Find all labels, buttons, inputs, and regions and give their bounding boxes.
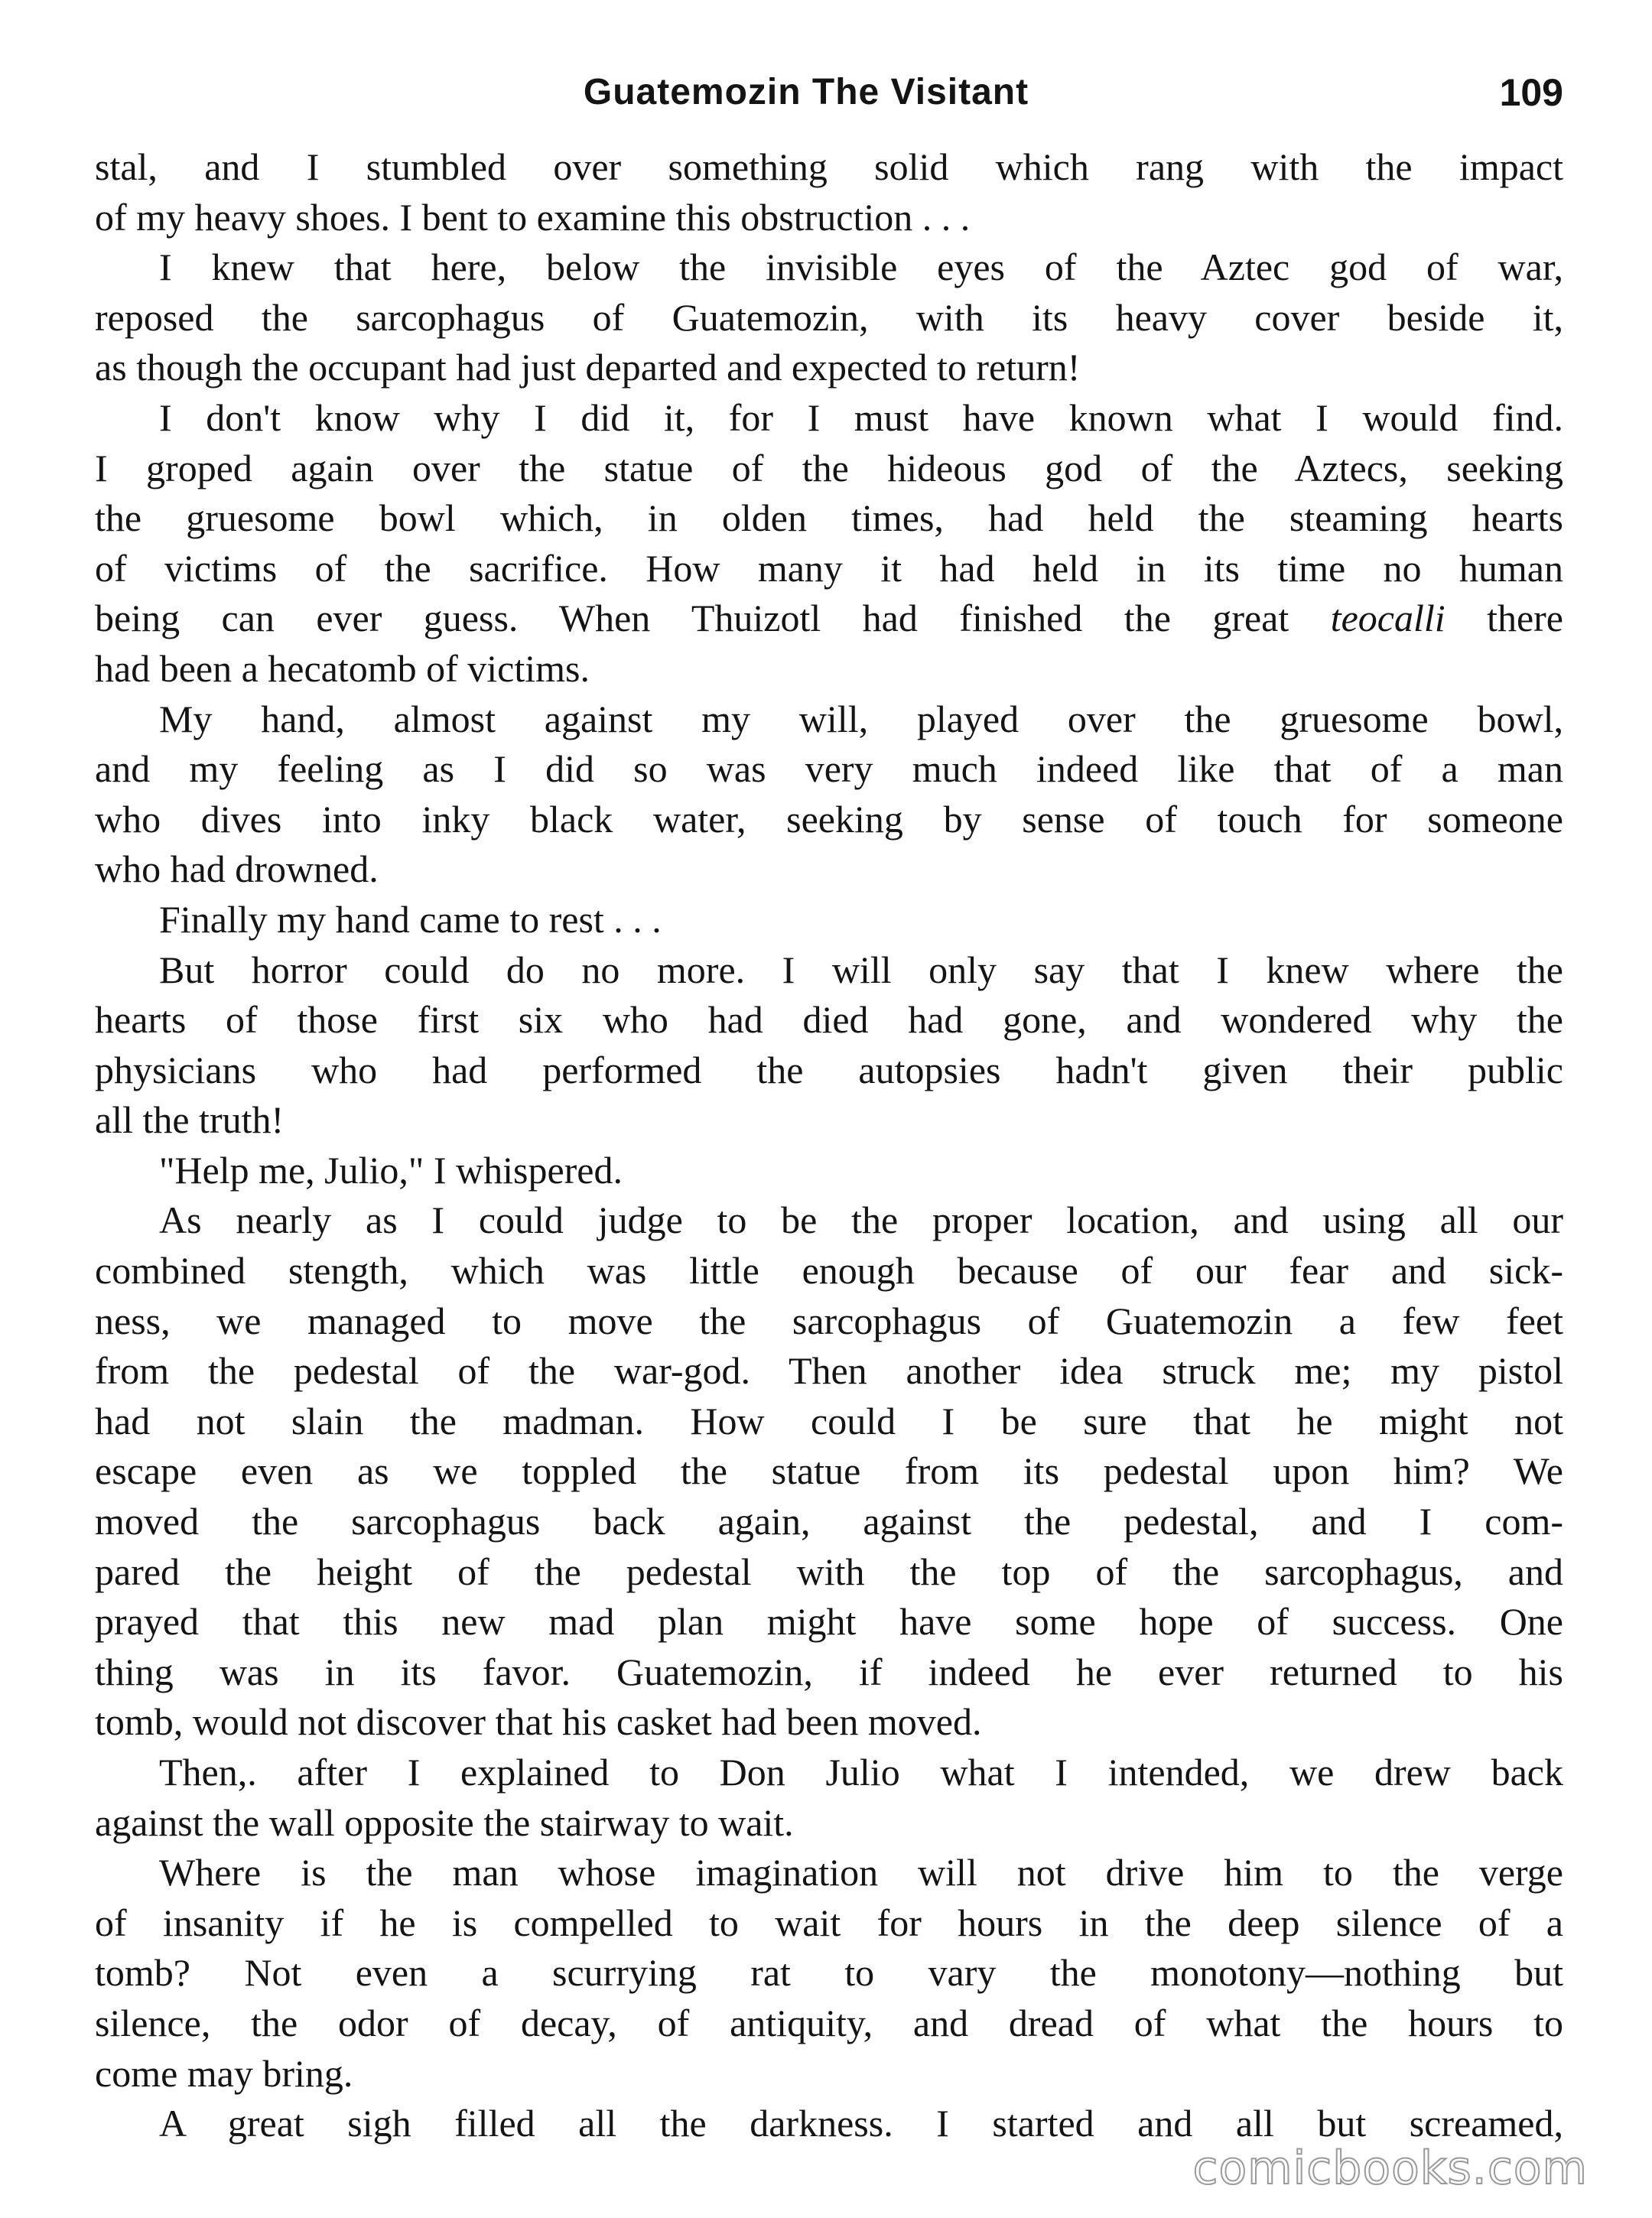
line-text: But horror could do no more. I will only say that I knew where the bbox=[159, 948, 1563, 991]
text-line bbox=[95, 1296, 1563, 1347]
line-text: tomb? Not even a scurrying rat to vary the monotony—nothing but bbox=[95, 1951, 1563, 1995]
line-text: Then,. after I explained to Don Julio what I intended, we drew back bbox=[159, 1751, 1563, 1794]
line-text: I groped again over the statue of the hideous god of the Aztecs, seeking bbox=[95, 446, 1563, 489]
body-text bbox=[95, 142, 1563, 2149]
text-line bbox=[95, 744, 1563, 795]
line-text: who had drowned. bbox=[95, 847, 379, 891]
text-line bbox=[95, 1397, 1563, 1447]
text-line bbox=[95, 1547, 1563, 1598]
italic-term: teocalli bbox=[1330, 597, 1446, 640]
line-text: prayed that this new mad plan might have some hope of success. One bbox=[95, 1600, 1563, 1644]
line-text-after: there bbox=[1445, 597, 1563, 640]
text-line bbox=[95, 1998, 1563, 2049]
line-text: Where is the man whose imagination will not drive him to the verge bbox=[159, 1851, 1563, 1894]
line-text: hearts of those first six who had died had gone, and wondered why the bbox=[95, 998, 1563, 1042]
line-text: against the wall opposite the stairway to wait. bbox=[95, 1800, 794, 1844]
text-line bbox=[95, 1898, 1563, 1949]
line-text: and my feeling as I did so was very much indeed like that of a man bbox=[95, 747, 1563, 791]
running-head bbox=[95, 66, 1563, 119]
line-text: come may bring. bbox=[95, 2051, 353, 2095]
line-text: moved the sarcophagus back again, against the pedestal, and I com- bbox=[95, 1500, 1563, 1543]
line-text: I knew that here, below the invisible eyes of the Aztec god of war, bbox=[159, 246, 1563, 289]
text-line bbox=[95, 1146, 1563, 1196]
text-line bbox=[95, 493, 1563, 544]
text-line bbox=[95, 242, 1563, 293]
line-text: of victims of the sacrifice. How many it had held in its time no human bbox=[95, 546, 1563, 590]
line-text: ness, we managed to move the sarcophagus of Guatemozin a few feet bbox=[95, 1299, 1563, 1342]
text-line bbox=[95, 393, 1563, 444]
text-line bbox=[95, 1095, 1563, 1146]
line-text: reposed the sarcophagus of Guatemozin, with its heavy cover beside it, bbox=[95, 295, 1563, 339]
text-line bbox=[95, 795, 1563, 845]
line-text: As nearly as I could judge to be the proper location, and using all our bbox=[159, 1198, 1563, 1242]
line-text: being can ever guess. When Thuizotl had finished the great bbox=[95, 597, 1331, 640]
line-text: from the pedestal of the war-god. Then another idea struck me; my pistol bbox=[95, 1349, 1563, 1393]
text-line bbox=[95, 1697, 1563, 1748]
watermark: comicbooks.com bbox=[1192, 2142, 1588, 2195]
line-text: had not slain the madman. How could I be sure that he might not bbox=[95, 1399, 1563, 1442]
line-text: A great sigh filled all the darkness. I started and all but screamed, bbox=[159, 2102, 1563, 2145]
line-text: thing was in its favor. Guatemozin, if indeed he ever returned to his bbox=[95, 1650, 1563, 1693]
line-text: tomb, would not discover that his casket had been moved. bbox=[95, 1700, 982, 1744]
text-line bbox=[95, 644, 1563, 694]
line-text: had been a hecatomb of victims. bbox=[95, 646, 590, 690]
text-line bbox=[95, 544, 1563, 594]
line-text: the gruesome bowl which, in olden times, had held the steaming hearts bbox=[95, 496, 1563, 540]
line-text: physicians who had performed the autopsies hadn't given their public bbox=[95, 1048, 1563, 1091]
line-text: of my heavy shoes. I bent to examine this obstruction . . . bbox=[95, 195, 971, 239]
text-line bbox=[95, 895, 1563, 945]
text-line bbox=[95, 343, 1563, 393]
text-line bbox=[95, 844, 1563, 895]
text-line bbox=[95, 1748, 1563, 1798]
page-number: 109 bbox=[1499, 71, 1563, 114]
text-line bbox=[95, 193, 1563, 243]
line-text: My hand, almost against my will, played over the gruesome bowl, bbox=[159, 697, 1563, 740]
text-line bbox=[95, 1195, 1563, 1246]
text-line bbox=[95, 995, 1563, 1046]
line-text: Finally my hand came to rest . . . bbox=[159, 897, 662, 941]
line-text: escape even as we toppled the statue from its pedestal upon him? We bbox=[95, 1449, 1563, 1493]
line-text: silence, the odor of decay, of antiquity, and dread of what the hours to bbox=[95, 2001, 1563, 2044]
text-line bbox=[95, 694, 1563, 745]
line-text: stal, and I stumbled over something solid which rang with the impact bbox=[95, 145, 1563, 188]
line-text: combined stength, which was little enough because of our fear and sick- bbox=[95, 1249, 1563, 1293]
line-text: as though the occupant had just departed and expected to return! bbox=[95, 346, 1081, 389]
line-text: pared the height of the pedestal with the top of the sarcophagus, and bbox=[95, 1550, 1563, 1593]
text-line bbox=[95, 1948, 1563, 1998]
text-line bbox=[95, 1246, 1563, 1296]
text-line bbox=[95, 444, 1563, 494]
text-line bbox=[95, 594, 1563, 644]
text-line bbox=[95, 293, 1563, 343]
line-text: "Help me, Julio," I whispered. bbox=[159, 1148, 623, 1192]
text-line bbox=[95, 1497, 1563, 1547]
line-text: who dives into inky black water, seeking by sense of touch for someone bbox=[95, 797, 1563, 841]
text-line bbox=[95, 142, 1563, 193]
text-line bbox=[95, 1346, 1563, 1397]
text-line bbox=[95, 1798, 1563, 1849]
text-line bbox=[95, 1848, 1563, 1898]
text-line bbox=[95, 1046, 1563, 1096]
line-text: all the truth! bbox=[95, 1098, 285, 1142]
text-line bbox=[95, 1597, 1563, 1647]
text-line bbox=[95, 1647, 1563, 1698]
text-line bbox=[95, 1446, 1563, 1497]
line-text: of insanity if he is compelled to wait for hours in the deep silence of a bbox=[95, 1901, 1563, 1944]
running-title: Guatemozin The Visitant bbox=[583, 72, 1029, 112]
text-line bbox=[95, 945, 1563, 996]
line-text: I don't know why I did it, for I must have known what I would find. bbox=[159, 395, 1563, 439]
text-line bbox=[95, 2049, 1563, 2099]
